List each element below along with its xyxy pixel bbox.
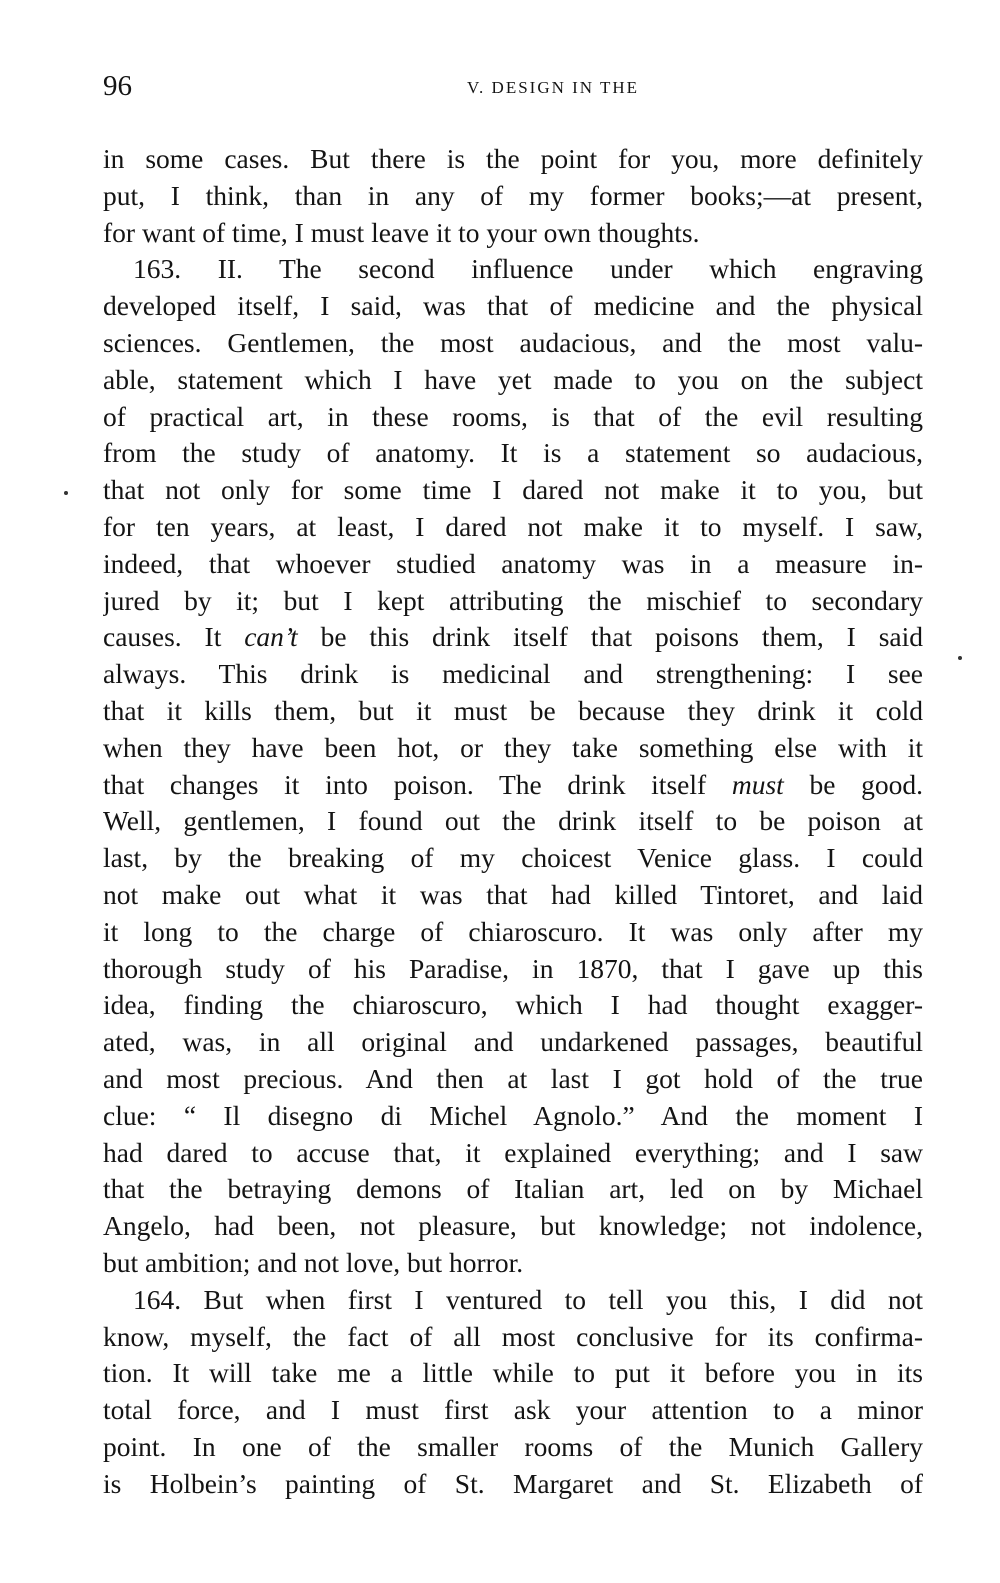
text-line: in some cases. But there is the point for you, more definitely [103, 143, 923, 174]
text-line: had dared to accuse that, it explained everything; and I saw [103, 1136, 923, 1168]
text-line: is Holbein’s painting of St. Margaret and St. Elizabeth of [103, 1467, 923, 1499]
margin-speck [64, 491, 68, 495]
text-line: and most precious. And then at last I got hold of the true [103, 1062, 923, 1094]
text-line: tion. It will take me a little while to put it before you in its [103, 1357, 923, 1389]
text-line: that changes it into poison. The drink itself must be good. [103, 768, 923, 800]
text-line: it long to the charge of chiaroscuro. It was only after my [103, 915, 923, 947]
text-line: that not only for some time I dared not make it to you, but [103, 474, 923, 506]
text-line: ated, was, in all original and undarkened passages, beautiful [103, 1026, 923, 1058]
text-line: for want of time, I must leave it to your own thoughts. [103, 216, 700, 248]
body-text [103, 141, 923, 1502]
text-line: clue: “ Il disegno di Michel Agnolo.” And the moment I [103, 1099, 923, 1131]
text-line: sciences. Gentlemen, the most audacious, and the most valu- [103, 326, 923, 358]
text-line: thorough study of his Paradise, in 1870, that I gave up this [103, 952, 923, 984]
text-line: able, statement which I have yet made to you on the subject [103, 363, 923, 395]
text-line: from the study of anatomy. It is a statement so audacious, [103, 437, 923, 469]
margin-speck [958, 656, 962, 660]
running-head: V. DESIGN IN THE [466, 78, 640, 97]
text-line: total force, and I must first ask your attention to a minor [103, 1394, 923, 1426]
text-line: always. This drink is medicinal and strengthening: I see [103, 658, 923, 690]
text-line: 163. II. The second influence under which engraving [133, 253, 923, 285]
text-line: put, I think, than in any of my former books;—at present, [103, 179, 923, 211]
text-line: not make out what it was that had killed Tintoret, and laid [103, 878, 923, 910]
text-line: that it kills them, but it must be because they drink it cold [103, 694, 923, 726]
text-line: know, myself, the fact of all most conclusive for its confirma- [103, 1320, 923, 1352]
text-line: causes. It can’t be this drink itself that poisons them, I said [103, 621, 923, 653]
text-line: Angelo, had been, not pleasure, but knowledge; not indolence, [103, 1210, 923, 1242]
text-line: when they have been hot, or they take something else with it [103, 731, 923, 763]
text-line: that the betraying demons of Italian art, led on by Michael [103, 1173, 923, 1205]
text-line: of practical art, in these rooms, is that of the evil resulting [103, 400, 923, 432]
text-line: Well, gentlemen, I found out the drink itself to be poison at [103, 805, 923, 837]
text-line: for ten years, at least, I dared not make it to myself. I saw, [103, 510, 923, 542]
text-line: indeed, that whoever studied anatomy was in a measure in- [103, 547, 923, 579]
text-line: idea, finding the chiaroscuro, which I had thought exagger- [103, 989, 923, 1021]
text-line: 164. But when first I ventured to tell you this, I did not [133, 1283, 923, 1315]
text-line: but ambition; and not love, but horror. [103, 1246, 524, 1278]
page-number: 96 [103, 70, 132, 102]
text-line: developed itself, I said, was that of medicine and the physical [103, 290, 923, 322]
page-header [103, 66, 923, 106]
text-line: jured by it; but I kept attributing the mischief to secondary [103, 584, 923, 616]
text-line: point. In one of the smaller rooms of the Munich Gallery [103, 1430, 923, 1462]
text-line: last, by the breaking of my choicest Venice glass. I could [103, 842, 923, 874]
